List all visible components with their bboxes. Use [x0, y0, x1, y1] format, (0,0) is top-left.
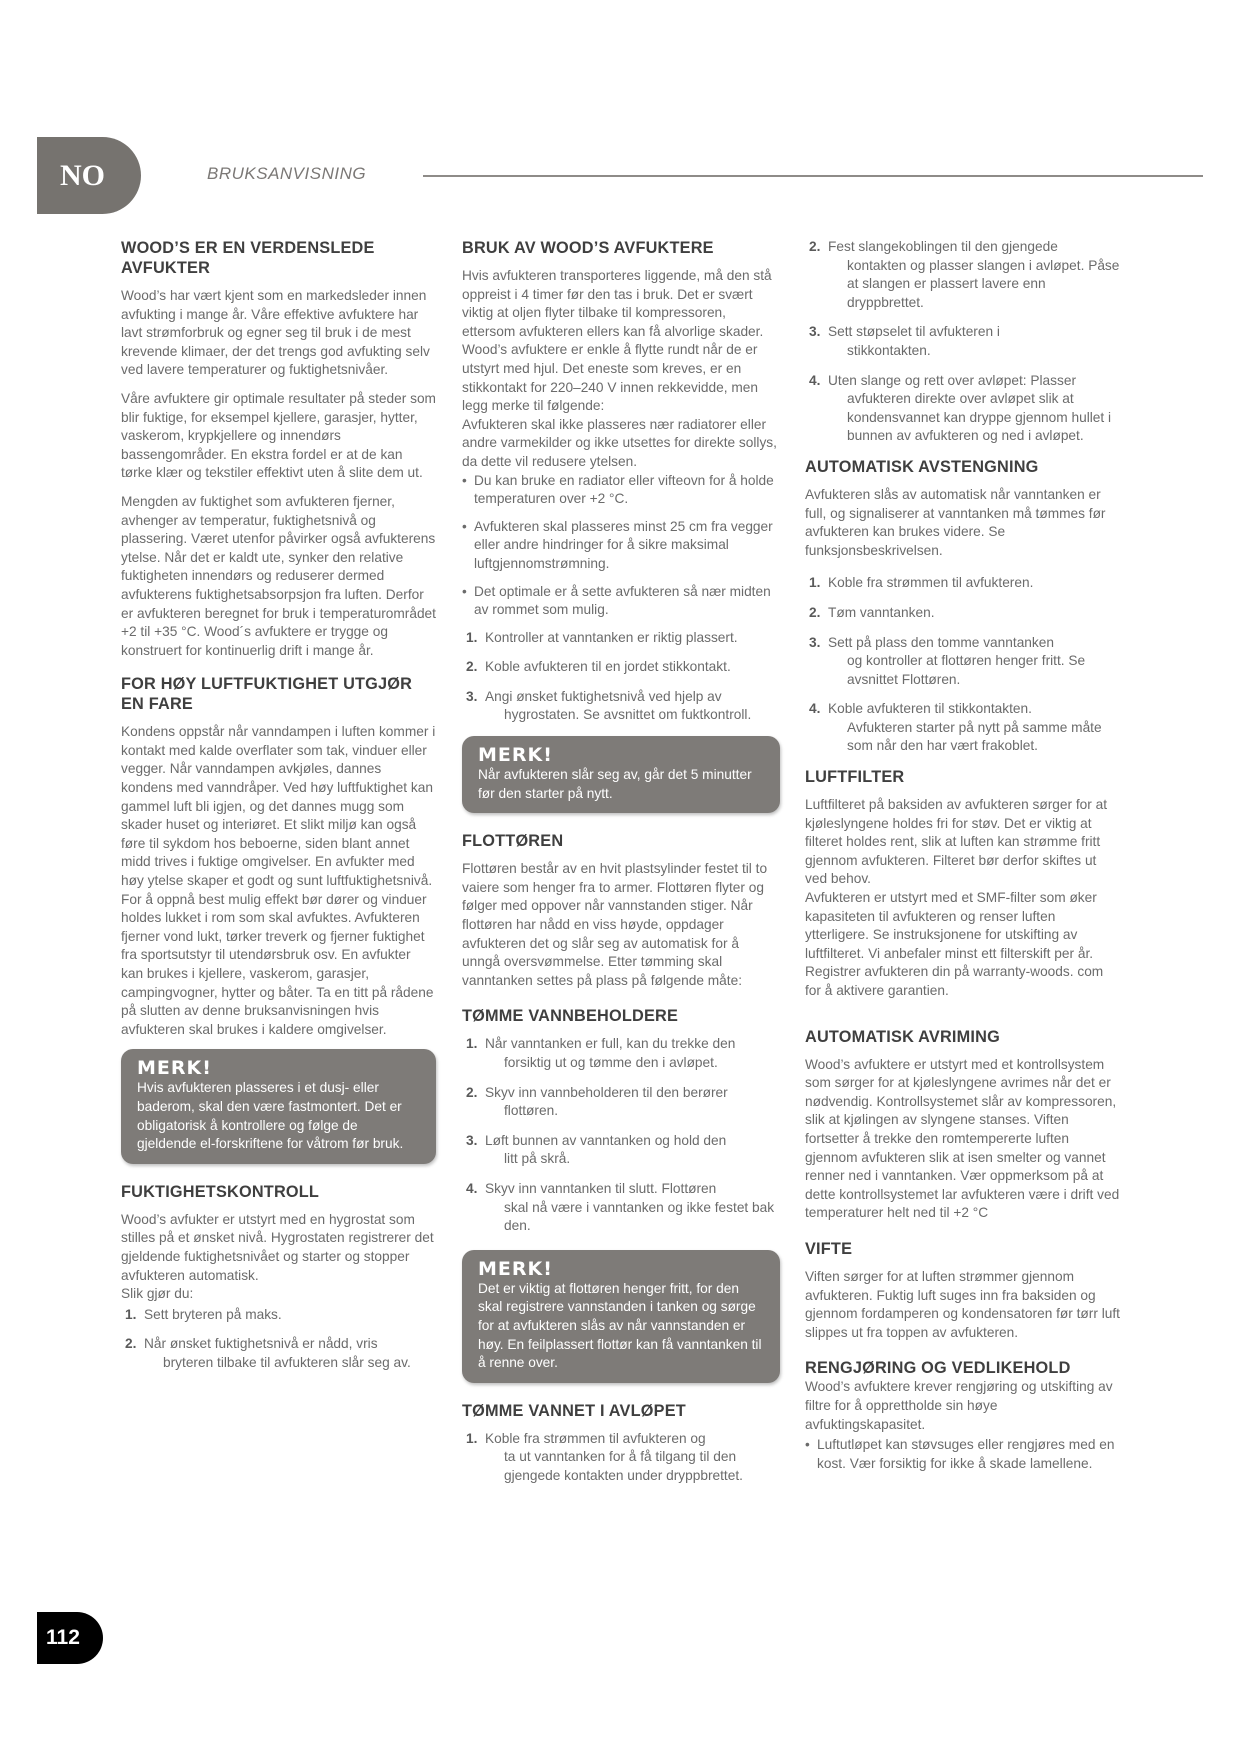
step-list	[125, 1306, 436, 1373]
paragraph: Viften sørger for at luften strømmer gjennom avfukteren. Fuktig luft suges inn fra baksiden og gjennom fordamperen og kondensatoren før tørr luft slippes ut fra toppen av avfukteren.	[805, 1268, 1120, 1340]
paragraph: Wood’s har vært kjent som en markedsleder innen avfukting i mange år. Våre effektive avfuktere har lavt strømforbruk og egner seg til bruk i de mest krevende klimaer, der det trengs god avfukting selv ved lavere temperaturer og fuktighetsnivåer.	[121, 288, 430, 378]
paragraph: Flottøren består av en hvit plastsylinder festet til to vaiere som henger fra to armer. Flottøren flyter og følger med oppover når vannstanden stiger. Når flottøren har nådd en viss høyde, oppdager avfukteren det og slår seg av automatisk for å unngå oversvømmelse. Etter tømming skal vanntanken settes på plass på følgende måte:	[462, 861, 768, 988]
paragraph: For å oppnå best mulig effekt bør dører og vinduer holdes lukket i rom som skal avfuktes. Avfukteren fjerner vond lukt, tørker treverk og fjerner fuktighet fra sportsutstyr til utendørsbruk osv. En avfukter kan brukes i kjellere, vaskerom, garasjer, campingvogner, hytter og båter. Ta en titt på rådene på slutten av denne bruksanvisningen hvis avfukteren skal brukes i kaldere omgivelser.	[121, 891, 434, 1037]
list-item: 2. Når ønsket fuktighetsnivå er nådd, vris bryteren tilbake til avfukteren slår seg av.	[125, 1336, 411, 1370]
column-3	[805, 238, 1120, 1482]
list-item: • Avfukteren skal plasseres minst 25 cm fra vegger eller andre hindringer for å sikre maksimal luftgjennomstrømning.	[462, 518, 773, 571]
note-box	[462, 1250, 780, 1383]
list-item: 4. Koble avfukteren til stikkontakten. Avfukteren starter på nytt på samme måte som når den har vært frakoblet.	[809, 701, 1102, 754]
column-1	[121, 238, 436, 1384]
section-heading: FUKTIGHETSKONTROLL	[121, 1182, 320, 1201]
list-item: • Luftutløpet kan støvsuges eller rengjøres med en kost. Vær forsiktig for ikke å skade lamellene.	[805, 1437, 1115, 1471]
note-box	[121, 1049, 436, 1163]
paragraph: Wood’s avfuktere krever rengjøring og utskifting av filtre for å opprettholde sin høye avfuktingskapasitet.	[805, 1379, 1113, 1432]
paragraph: Avfukteren slås av automatisk når vanntanken er full, og signaliserer at vanntanken må tømmes før avfukteren kan brukes videre. Se funksjonsbeskrivelsen.	[805, 486, 1106, 558]
list-item: 3. Sett på plass den tomme vanntanken og kontroller at flottøren henger fritt. Se avsnittet Flottøren.	[809, 634, 1086, 687]
note-box	[462, 736, 780, 813]
section-heading: WOOD’S ER EN VERDENSLEDE AVFUKTER	[121, 239, 375, 277]
list-item: 2. Skyv inn vannbeholderen til den berører flottøren.	[466, 1084, 728, 1119]
paragraph: Luftfilteret på baksiden av avfukteren sørger for at kjøleslyngene holdes fri for støv. Det er viktig at filteret holdes rent, slik at luften kan strømme fritt gjennom avfukteren. Filteret bør derfor skiftes ut ved behov.	[805, 797, 1108, 887]
step-list	[466, 1430, 780, 1486]
step-list	[466, 1035, 780, 1235]
list-item: 1. Kontroller at vanntanken er riktig plassert.	[466, 629, 738, 645]
list-item: 2. Tøm vanntanken.	[809, 604, 935, 620]
section-heading: TØMME VANNET I AVLØPET	[462, 1401, 686, 1420]
paragraph: Hvis avfukteren transporteres liggende, må den stå oppreist i 4 timer før den tas i bruk. Det er svært viktig at oljen flyter tilbake til kompressoren, ettersom avfukteren ellers kan få alvorlige skader. Wood’s avfuktere er enkle å flytte rundt når de er utstyrt med hjul. Det eneste som kreves, er en stikkontakt for 220–240 V innen rekkevidde, men legg merke til følgende:	[462, 268, 772, 414]
paragraph: Kondens oppstår når vanndampen i luften kommer i kontakt med kalde overflater som tak, vinduer eller vegger. Når vanndampen avkjøles, dannes kondens med vanndråper. Ved høy luftfuktighet kan gammel luft bli igjen, og det dannes mugg som skader huset og interiøret. Et slikt miljø kan også føre til sykdom hos beboerne, siden blant annet midd trives i fuktige omgivelser. En avfukter med høy ytelse skaper et godt og sunt luftfuktighetsnivå.	[121, 724, 436, 889]
list-item: 1. Sett bryteren på maks.	[125, 1306, 282, 1322]
list-item: 4. Skyv inn vanntanken til slutt. Flottøren skal nå være i vanntanken og ikke festet bak den.	[466, 1180, 775, 1234]
note-title: MERK!	[137, 1057, 212, 1080]
paragraph: Wood’s avfuktere er utstyrt med et kontrollsystem som sørger for at kjøleslyngene avrimes når det er nødvendig. Kontrollsystemet slår av kompressoren, slik at kjølingen av slyngene stanses. Viften fortsetter å trekke den romtempererte luften gjennom avfukteren slik at isen smelter og vannet renner ned i vanntanken. Vær oppmerksom på at dette kontrollsystemet lar avfukteren være i drift ved temperaturer helt ned til +2 °C	[805, 1056, 1120, 1221]
list-item: 1. Koble fra strømmen til avfukteren.	[809, 575, 1034, 591]
list-item: • Det optimale er å sette avfukteren så nær midten av rommet som mulig.	[462, 583, 771, 618]
list-item: 2. Koble avfukteren til en jordet stikkontakt.	[466, 659, 731, 675]
section-heading: BRUK AV WOOD’S AVFUKTERE	[462, 239, 714, 257]
paragraph: Wood’s avfukter er utstyrt med en hygrostat som stilles på et ønsket nivå. Hygrostaten registrerer det gjeldende fuktighetsnivået og starter og stopper avfukteren automatisk.	[121, 1211, 434, 1283]
section-heading: TØMME VANNBEHOLDERE	[462, 1007, 679, 1026]
list-item: 1. Når vanntanken er full, kan du trekke den forsiktig ut og tømme den i avløpet.	[466, 1036, 736, 1070]
list-item: 3. Angi ønsket fuktighetsnivå ved hjelp av hygrostaten. Se avsnittet om fuktkontroll.	[466, 688, 752, 723]
header-title: BRUKSANVISNING	[207, 164, 367, 183]
section-heading: AUTOMATISK AVSTENGNING	[805, 457, 1039, 476]
page-number: 112	[37, 1612, 103, 1664]
section-heading: RENGJØRING OG VEDLIKEHOLD	[805, 1359, 1071, 1378]
step-list	[809, 574, 1120, 756]
section-heading: VIFTE	[805, 1239, 853, 1258]
language-tab	[37, 137, 141, 214]
paragraph: Våre avfuktere gir optimale resultater på steder som blir fuktige, for eksempel kjellere, garasjer, hytter, vaskerom, krypkjellere og innendørs bassengområder. En ekstra fordel er at de kan tørke klær og tekstiler effektivt uten å slite dem ut.	[121, 390, 436, 481]
list-item: 1. Koble fra strømmen til avfukteren og ta ut vanntanken for å få tilgang til den gjengede kontakten under dryppbrettet.	[466, 1430, 743, 1483]
section-heading: FOR HØY LUFTFUKTIGHET UTGJØR EN FARE	[121, 675, 413, 714]
section-heading: FLOTTØREN	[462, 832, 564, 851]
paragraph: Avfukteren skal ikke plasseres nær radiatorer eller andre varmekilder og ikke utsettes for direkte sollys, da dette vil redusere ytelsen.	[462, 416, 777, 469]
list-item: 2. Fest slangekoblingen til den gjengede kontakten og plasser slangen i avløpet. Påse at slangen er plassert lavere enn dryppbrettet.	[809, 239, 1120, 310]
paragraph: Avfukteren er utstyrt med et SMF-filter som øker kapasiteten til avfukteren og renser luften ytterligere. Se instruksjonene for utskifting av luftfilteret. Vi anbefaler minst ett filterskift per år. Registrer avfukteren din på warranty-woods. com for å aktivere garantien.	[805, 890, 1104, 998]
list-item: 3. Sett støpselet til avfukteren i stikkontakten.	[809, 324, 1000, 358]
paragraph: Mengden av fuktighet som avfukteren fjerner, avhenger av temperatur, fuktighetsnivå og plassering. Været utenfor påvirker også avfukterens ytelse. Når det er kaldt ute, synker den relative fuktigheten innendørs og reduserer dermed avfukterens fuktighetsabsorpsjon fra luften. Derfor er avfukteren beregnet for bruk i temperaturområdet +2 til +35 °C. Wood´s avfuktere er trygge og konstruert for kontinuerlig drift i mange år.	[121, 493, 436, 658]
list-item: 4. Uten slange og rett over avløpet: Plasser avfukteren direkte over avløpet slik at kondensvannet kan dryppe gjennom hullet i bunnen av avfukteren og ned i avløpet.	[809, 372, 1112, 444]
note-text: Når avfukteren slår seg av, går det 5 minutter før den starter på nytt.	[478, 767, 752, 801]
header-divider	[423, 175, 1203, 177]
note-title: MERK!	[478, 1257, 553, 1280]
paragraph: Slik gjør du:	[121, 1286, 194, 1302]
note-text: Det er viktig at flottøren henger fritt, for den skal registrere vannstanden i tanken og sørge for at avfukteren slås av når vannstanden er høy. En feilplassert flottør kan få vanntanken til å renne over.	[478, 1280, 762, 1371]
section-heading: AUTOMATISK AVRIMING	[805, 1027, 1000, 1046]
language-code: NO	[60, 158, 105, 192]
note-title: MERK!	[478, 744, 553, 767]
column-2	[462, 238, 780, 1497]
list-item: 3. Løft bunnen av vanntanken og hold den litt på skrå.	[466, 1132, 727, 1167]
step-list	[809, 238, 1120, 446]
section-heading: LUFTFILTER	[805, 768, 905, 787]
list-item: • Du kan bruke en radiator eller vifteovn for å holde temperaturen over +2 °C.	[462, 472, 774, 507]
note-text: Hvis avfukteren plasseres i et dusj- eller baderom, skal den være fastmontert. Det er obligatorisk å kontrollere og følge de gjeldende el-forskriftene for våtrom før bruk.	[137, 1080, 404, 1152]
step-list	[466, 629, 780, 725]
